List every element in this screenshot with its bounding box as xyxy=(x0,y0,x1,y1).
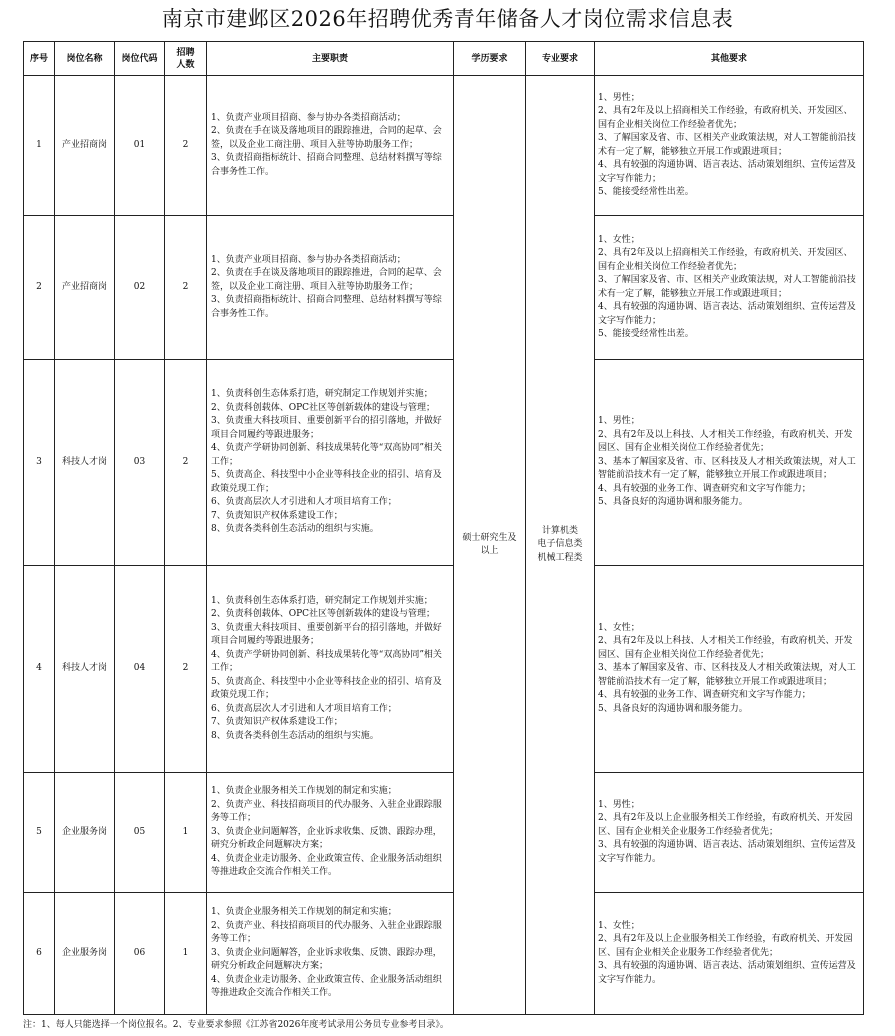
requirement-item: 3、了解国家及省、市、区相关产业政策法规，对人工智能前沿技术有一定了解，能够独立开展工作或跟进项目； xyxy=(598,275,856,299)
row-number: 2 xyxy=(24,216,55,360)
position-name: 产业招商岗 xyxy=(55,216,115,360)
hire-count: 2 xyxy=(165,76,207,216)
hire-count: 2 xyxy=(165,216,207,360)
row-number: 6 xyxy=(24,893,55,1015)
position-name: 科技人才岗 xyxy=(55,360,115,566)
hire-count: 1 xyxy=(165,773,207,893)
duty-item: 1、负责科创生态体系打造，研究制定工作规划并实施； xyxy=(211,595,433,606)
page-title: 南京市建邺区2026年招聘优秀青年储备人才岗位需求信息表 xyxy=(161,7,734,31)
header-no: 序号 xyxy=(24,42,55,76)
requirement-item: 1、女性； xyxy=(598,234,640,245)
duty-item: 2、负责产业、科技招商项目的代办服务、入驻企业跟踪服务等工作； xyxy=(211,920,442,945)
duty-item: 6、负责高层次人才引进和人才项目培育工作； xyxy=(211,703,397,714)
duty-item: 7、负责知识产权体系建设工作； xyxy=(211,510,343,521)
hire-count: 2 xyxy=(165,566,207,773)
requirement-item: 4、具有较强的业务工作、调查研究和文字写作能力； xyxy=(598,690,811,701)
row-number: 3 xyxy=(24,360,55,566)
hire-count: 2 xyxy=(165,360,207,566)
hire-count: 1 xyxy=(165,893,207,1015)
duty-item: 8、负责各类科创生态活动的组织与实施。 xyxy=(211,524,379,535)
position-name: 科技人才岗 xyxy=(55,566,115,773)
position-name: 产业招商岗 xyxy=(55,76,115,216)
other-requirements-cell xyxy=(595,566,864,773)
duty-item: 1、负责科创生态体系打造，研究制定工作规划并实施； xyxy=(211,389,433,400)
table-row xyxy=(24,216,864,360)
major-item: 计算机类 xyxy=(541,525,578,536)
major-item: 机械工程类 xyxy=(537,552,583,563)
requirement-item: 3、基本了解国家及省、市、区科技及人才相关政策法规，对人工智能前沿技术有一定了解，能够独立开展工作或跟进项目； xyxy=(598,663,856,687)
position-name: 企业服务岗 xyxy=(55,773,115,893)
row-number: 4 xyxy=(24,566,55,773)
duties-cell xyxy=(207,216,454,360)
requirement-item: 4、具有较强的业务工作、调查研究和文字写作能力； xyxy=(598,483,811,494)
duties-cell xyxy=(207,360,454,566)
table-row xyxy=(24,566,864,773)
duty-item: 3、负责重大科技项目、重要创新平台的招引落地，并做好项目合同履约等跟进服务； xyxy=(211,622,442,647)
row-number: 1 xyxy=(24,76,55,216)
duties-cell xyxy=(207,773,454,893)
duty-item: 2、负责产业、科技招商项目的代办服务、入驻企业跟踪服务等工作； xyxy=(211,799,442,824)
duty-item: 3、负责招商指标统计、招商合同整理、总结材料撰写等综合事务性工作。 xyxy=(211,295,442,319)
education-requirement: 硕士研究生及以上 xyxy=(454,76,526,1015)
position-code: 05 xyxy=(115,773,165,893)
position-code: 04 xyxy=(115,566,165,773)
requirement-item: 3、基本了解国家及省、市、区科技及人才相关政策法规，对人工智能前沿技术有一定了解，能够独立开展工作或跟进项目； xyxy=(598,456,856,481)
table-body xyxy=(24,76,864,1015)
position-code: 06 xyxy=(115,893,165,1015)
duty-item: 3、负责重大科技项目、重要创新平台的招引落地，并做好项目合同履约等跟进服务； xyxy=(211,416,442,440)
other-requirements-cell xyxy=(595,216,864,360)
header-major: 专业要求 xyxy=(526,42,595,76)
duties-cell xyxy=(207,566,454,773)
duty-item: 4、负责产学研协同创新、科技成果转化等“双高协同”相关工作； xyxy=(211,443,442,467)
table-row xyxy=(24,773,864,893)
requirement-item: 1、男性； xyxy=(598,799,640,810)
major-requirement xyxy=(526,76,595,1015)
header-position-name: 岗位名称 xyxy=(55,42,115,76)
duty-item: 5、负责高企、科技型中小企业等科技企业的招引、培育及政策兑现工作； xyxy=(211,470,442,494)
header-count: 招聘人数 xyxy=(165,42,207,76)
duty-item: 3、负责招商指标统计、招商合同整理、总结材料撰写等综合事务性工作。 xyxy=(211,153,442,177)
requirement-item: 2、具有2年及以上企业服务相关工作经验，有政府机关、开发园区、国有企业相关企业服务工作经验者优先； xyxy=(598,934,853,958)
other-requirements-cell xyxy=(595,773,864,893)
footnote: 注：1、每人只能选择一个岗位报名。2、专业要求参照《江苏省2026年度考试录用公务员专业参考目录》。 xyxy=(23,1020,449,1030)
requirement-item: 2、具有2年及以上科技、人才相关工作经验，有政府机关、开发园区、国有企业相关岗位工作经验者优先； xyxy=(598,636,853,660)
duty-item: 2、负责科创载体、OPC社区等创新载体的建设与管理； xyxy=(211,402,436,413)
header-duties: 主要职责 xyxy=(207,42,454,76)
requirement-item: 2、具有2年及以上招商相关工作经验，有政府机关、开发园区、国有企业相关岗位工作经验者优先； xyxy=(598,106,853,130)
position-code: 01 xyxy=(115,76,165,216)
requirement-item: 4、具有较强的沟通协调、语言表达、活动策划组织、宣传运营及文字写作能力； xyxy=(598,160,856,184)
header-position-code: 岗位代码 xyxy=(115,42,165,76)
requirement-item: 3、了解国家及省、市、区相关产业政策法规，对人工智能前沿技术有一定了解，能够独立开展工作或跟进项目； xyxy=(598,133,856,157)
duties-cell xyxy=(207,76,454,216)
duty-item: 1、负责企业服务相关工作规划的制定和实施； xyxy=(211,786,397,797)
duty-item: 5、负责高企、科技型中小企业等科技企业的招引、培育及政策兑现工作； xyxy=(211,676,442,701)
position-name: 企业服务岗 xyxy=(55,893,115,1015)
duties-cell xyxy=(207,893,454,1015)
position-code: 02 xyxy=(115,216,165,360)
requirement-item: 2、具有2年及以上企业服务相关工作经验，有政府机关、开发园区、国有企业相关企业服务工作经验者优先； xyxy=(598,813,853,837)
duty-item: 4、负责产学研协同创新、科技成果转化等“双高协同”相关工作； xyxy=(211,649,442,674)
duty-item: 7、负责知识产权体系建设工作； xyxy=(211,717,343,728)
requirement-item: 5、具备良好的沟通协调和服务能力。 xyxy=(598,703,748,714)
duty-item: 2、负责科创载体、OPC社区等创新载体的建设与管理； xyxy=(211,609,436,620)
requirement-item: 1、女性； xyxy=(598,920,640,931)
header-row xyxy=(24,42,864,76)
duty-item: 2、负责在手在谈及落地项目的跟踪推进，合同的起草、会签，以及企业工商注册、项目入驻等协助服务工作； xyxy=(211,268,442,292)
requirement-item: 5、能接受经常性出差。 xyxy=(598,329,694,339)
table-row xyxy=(24,76,864,216)
duty-item: 4、负责企业走访服务、企业政策宣传、企业服务活动组织等推进政企交流合作相关工作。 xyxy=(211,974,442,999)
position-code: 03 xyxy=(115,360,165,566)
requirement-item: 1、女性； xyxy=(598,622,640,633)
duty-item: 1、负责产业项目招商、参与协办各类招商活动； xyxy=(211,254,406,265)
requirement-item: 5、能接受经常性出差。 xyxy=(598,187,694,197)
duty-item: 1、负责企业服务相关工作规划的制定和实施； xyxy=(211,907,397,918)
duty-item: 4、负责企业走访服务、企业政策宣传、企业服务活动组织等推进政企交流合作相关工作。 xyxy=(211,853,442,878)
other-requirements-cell xyxy=(595,76,864,216)
duty-item: 1、负责产业项目招商、参与协办各类招商活动； xyxy=(211,112,406,123)
duty-item: 3、负责企业问题解答，企业诉求收集、反馈、跟踪办理，研究分析政企问题解决方案； xyxy=(211,826,442,851)
requirement-item: 3、具有较强的沟通协调、语言表达、活动策划组织、宣传运营及文字写作能力。 xyxy=(598,840,856,864)
duty-item: 2、负责在手在谈及落地项目的跟踪推进，合同的起草、会签，以及企业工商注册、项目入驻等协助服务工作； xyxy=(211,126,442,150)
duty-item: 6、负责高层次人才引进和人才项目培育工作； xyxy=(211,497,397,508)
requirement-item: 2、具有2年及以上科技、人才相关工作经验，有政府机关、开发园区、国有企业相关岗位工作经验者优先； xyxy=(598,429,853,454)
table-row xyxy=(24,360,864,566)
major-item: 电子信息类 xyxy=(537,539,583,550)
header-other: 其他要求 xyxy=(595,42,864,76)
job-requirements-table xyxy=(23,41,864,1015)
duty-item: 3、负责企业问题解答，企业诉求收集、反馈、跟踪办理，研究分析政企问题解决方案； xyxy=(211,947,442,972)
requirement-item: 1、男性； xyxy=(598,92,640,103)
row-number: 5 xyxy=(24,773,55,893)
other-requirements-cell xyxy=(595,893,864,1015)
requirement-item: 4、具有较强的沟通协调、语言表达、活动策划组织、宣传运营及文字写作能力； xyxy=(598,302,856,326)
requirement-item: 5、具备良好的沟通协调和服务能力。 xyxy=(598,497,748,508)
requirement-item: 1、男性； xyxy=(598,416,640,427)
header-education: 学历要求 xyxy=(454,42,526,76)
duty-item: 8、负责各类科创生态活动的组织与实施。 xyxy=(211,730,379,741)
requirement-item: 3、具有较强的沟通协调、语言表达、活动策划组织、宣传运营及文字写作能力。 xyxy=(598,961,856,985)
other-requirements-cell xyxy=(595,360,864,566)
requirement-item: 2、具有2年及以上招商相关工作经验，有政府机关、开发园区、国有企业相关岗位工作经验者优先； xyxy=(598,248,853,272)
table-row xyxy=(24,893,864,1015)
